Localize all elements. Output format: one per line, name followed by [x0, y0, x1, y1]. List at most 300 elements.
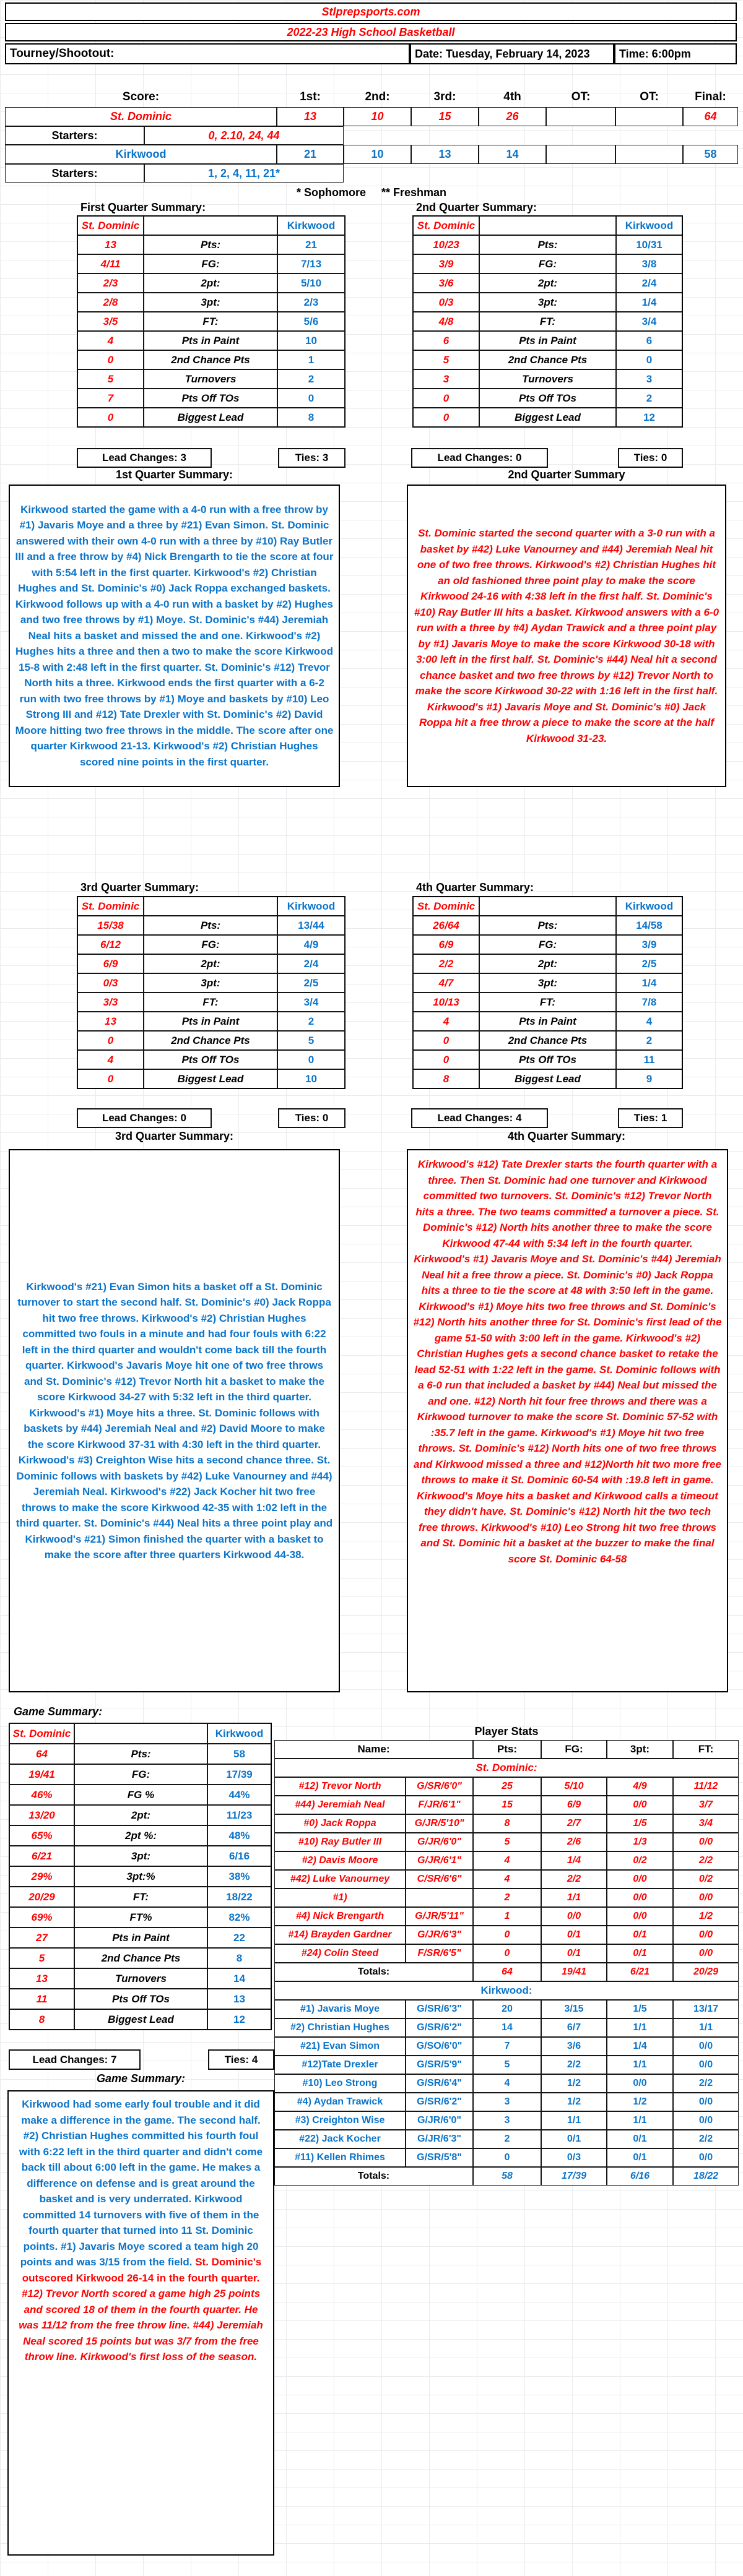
q1-kw-value: 2 [277, 369, 345, 389]
q2-summary-text: St. Dominic started the second quarter with a 3-0 run with a basket by #42) Luke Vanourney and #44) Jeremiah Neal hit one of two free throws. Kirkwood's #2) Christian Hughes hit an old fashioned three point play to make the score Kirkwood 24-16 with 4:38 left in the first half. St. Dominic's #10) Ray Butler III hits a basket. Kirkwood answers with a 6-0 run with a three by #4) Aydan Trawick and a three point play by #1) Javaris Moye to make the score Kirkwood 30-18 with 3:00 left in the first half. St. Dominic's #44) Neal hit a second chance basket and two free throws by #12) Trevor North to make the score Kirkwood 30-22 with 1:16 left in the first half. Kirkwood's #1) Javaris Moye and St. Dominic's #0) Jack Roppa hit a free throw a piece to make the score at the half Kirkwood 31-23. [407, 485, 726, 787]
q1-sd-value: 2/3 [77, 274, 144, 293]
q2-kw-header: Kirkwood [616, 216, 682, 235]
q4-kw-value: 11 [616, 1050, 682, 1069]
score-column-label: 1st: [300, 90, 321, 103]
player-name: #2) Davis Moore [274, 1851, 406, 1870]
q4-stat-label: 3pt: [479, 973, 616, 993]
totals-label: Totals: [274, 1963, 473, 1981]
q2-stat-label: 2nd Chance Pts [479, 350, 616, 369]
q2-stat-label: Biggest Lead [479, 408, 616, 427]
q4-kw-value: 2/5 [616, 954, 682, 973]
player-3pt: 0/1 [607, 1926, 673, 1944]
player-name-column-header: Name: [274, 1740, 473, 1759]
game-summary-text [7, 2090, 274, 2556]
game-kw-value: 82% [207, 1907, 271, 1928]
score-row-kirkwood [5, 145, 738, 164]
q2-stat-label: Pts Off TOs [479, 389, 616, 408]
q4-stat-label: FG: [479, 935, 616, 954]
player-name: #44) Jeremiah Neal [274, 1796, 406, 1814]
player-3pt: 0/0 [607, 2074, 673, 2093]
q3-kw-value: 2 [277, 1012, 345, 1031]
q1-stat-label: Pts: [144, 235, 277, 254]
score-row-st-dominic [5, 107, 738, 126]
player-name: #3) Creighton Wise [274, 2111, 406, 2130]
player-pts: 0 [473, 1926, 541, 1944]
q1-sd-header: St. Dominic [77, 216, 144, 235]
st-dominic-totals-row [274, 1963, 739, 1981]
q3-blank-header [144, 897, 277, 916]
q4-kw-value: 2 [616, 1031, 682, 1050]
st-dominic-starters: 0, 2.10, 24, 44 [144, 126, 344, 145]
player-pts: 2 [473, 1889, 541, 1907]
player-name: #1) Javaris Moye [274, 2000, 406, 2018]
q1-stat-label: Turnovers [144, 369, 277, 389]
q3-stat-label: 3pt: [144, 973, 277, 993]
q3-sd-value: 4 [77, 1050, 144, 1069]
player-3pt: 1/1 [607, 2018, 673, 2037]
sd-total-fg: 19/41 [541, 1963, 607, 1981]
player-3pt: 0/1 [607, 1944, 673, 1963]
player-stats-title: Player Stats [474, 1725, 539, 1738]
q3-sd-value: 0 [77, 1031, 144, 1050]
game-time: Time: 6:00pm [614, 43, 737, 64]
player-fg: 6/7 [541, 2018, 607, 2037]
q1-summary-heading: 1st Quarter Summary: [115, 468, 233, 481]
player-name: #11) Kellen Rhimes [274, 2148, 406, 2167]
q3-kw-value: 2/4 [277, 954, 345, 973]
q1-stat-label: 2pt: [144, 274, 277, 293]
q1-stat-label: Pts Off TOs [144, 389, 277, 408]
q1-sd-value: 3/5 [77, 312, 144, 331]
game-stat-label: 2pt: [74, 1805, 207, 1825]
player-fg: 1/2 [541, 2074, 607, 2093]
player-3pt: 1/1 [607, 2056, 673, 2074]
q1-sd-value: 13 [77, 235, 144, 254]
q2-sd-value: 3/6 [413, 274, 479, 293]
game-sd-value: 64 [9, 1744, 74, 1764]
player-ft: 1/1 [673, 2018, 739, 2037]
player-fg: 2/2 [541, 1870, 607, 1889]
player-3pt: 0/2 [607, 1851, 673, 1870]
q2-stat-label: FG: [479, 254, 616, 274]
q2-stats-table [412, 215, 683, 428]
player-fg: 2/6 [541, 1833, 607, 1851]
game-kw-header: Kirkwood [207, 1723, 271, 1744]
q3-stat-label: Biggest Lead [144, 1069, 277, 1088]
player-position: G/JR/5'11" [406, 1907, 473, 1926]
q1-kw-value: 0 [277, 389, 345, 408]
score-value: 10 [344, 107, 411, 126]
player-3pt: 0/0 [607, 1907, 673, 1926]
st-dominic-section-label: St. Dominic: [274, 1759, 739, 1777]
q3-stat-label: 2pt: [144, 954, 277, 973]
q3-stat-label: Pts: [144, 916, 277, 935]
score-value: 64 [683, 107, 738, 126]
q2-stat-label: FT: [479, 312, 616, 331]
q1-stat-label: Biggest Lead [144, 408, 277, 427]
q4-lead-changes: Lead Changes: 4 [411, 1108, 548, 1128]
game-sd-value: 11 [9, 1989, 74, 2009]
q1-summary-text: Kirkwood started the game with a 4-0 run with a free throw by #1) Javaris Moye and a three by #21) Evan Simon. St. Dominic answered with their own 4-0 run with a three by #10) Ray Butler III and a free throw by #4) Nick Brengarth to tie the score at four with 5:54 left in the first quarter. Kirkwood's #2) Christian Hughes and St. Dominic's #0) Jack Roppa exchanged baskets. Kirkwood follows up with a 4-0 run with a basket by #2) Hughes and two free throws by #1) Moye. St. Dominic's #44) Jeremiah Neal hits a basket and missed the and one. Kirkwood's #2) Hughes hits a three and then a two to make the score Kirkwood 15-8 with 2:48 left in the first quarter. St. Dominic's #12) Trevor North hits a three. Kirkwood ends the first quarter with a 6-2 run with two free throws by #1) Moye and baskets by #10) Leo Strong III and #12) Tate Drexler with St. Dominic's #2) David Moore hitting two free throws in the middle. The score after one quarter Kirkwood 21-13. Kirkwood's #2) Christian Hughes scored nine points in the first quarter. [9, 485, 340, 787]
q4-stat-label: FT: [479, 993, 616, 1012]
player-pts: 4 [473, 1851, 541, 1870]
player-3pt: 1/1 [607, 2111, 673, 2130]
q3-sd-value: 0 [77, 1069, 144, 1088]
player-fg: 0/0 [541, 1907, 607, 1926]
q4-kw-value: 7/8 [616, 993, 682, 1012]
player-name: #1) [274, 1889, 406, 1907]
game-sd-value: 46% [9, 1785, 74, 1805]
player-pts: 8 [473, 1814, 541, 1833]
player-pts: 15 [473, 1796, 541, 1814]
q1-kw-value: 21 [277, 235, 345, 254]
player-ft: 3/4 [673, 1814, 739, 1833]
q3-stat-label: Pts in Paint [144, 1012, 277, 1031]
q1-stat-label: 3pt: [144, 293, 277, 312]
q4-summary-text: Kirkwood's #12) Tate Drexler starts the fourth quarter with a three. Then St. Dominic had one turnover and Kirkwood committed two turnovers. St. Dominic's #12) Trevor North hits a three. The two teams committed a turnover a piece. St. Dominic's #12) North hits another three to make the score Kirkwood 47-44 with 5:34 left in the fourth quarter. Kirkwood's #1) Javaris Moye and St. Dominic's #44) Jeremiah Neal hit a free throw a piece. St. Dominic's #0) Jack Roppa hits a three to tie the score at 48 with 3:50 left in the game. Kirkwood's #1) Moye hits two free throws and St. Dominic's #12) North hits another three for St. Dominic's first lead of the game 51-50 with 3:00 left in the game. Kirkwood's #2) Christian Hughes gets a second chance basket to retake the lead 52-51 with 1:22 left in the game. St. Dominic follows with a 6-0 run that included a basket by #44) Neal but missed the and one. #12) North hit four free throws and there was a Kirkwood turnover to make the score St. Dominic 57-52 with :35.7 left in the game. Kirkwood's #1) Moye hit two free throws. St. Dominic's #12) North hits one of two free throws and Kirkwood missed a three and #12)North hit two more free throws to make it St. Dominic 60-54 with :19.8 left in game. Kirkwood's Moye hits a basket and Kirkwood calls a timeout they didn't have. St. Dominic's #12) North hit the two tech free throws. Kirkwood's #10) Leo Strong hit two free throws and St. Dominic hit a basket at the buzzer to make the final score St. Dominic 64-58 [407, 1149, 728, 1692]
q2-sd-value: 3 [413, 369, 479, 389]
player-3pt-column-header: 3pt: [607, 1740, 673, 1759]
q3-kw-value: 0 [277, 1050, 345, 1069]
q4-kw-value: 3/9 [616, 935, 682, 954]
q1-sd-value: 0 [77, 350, 144, 369]
player-name: #4) Nick Brengarth [274, 1907, 406, 1926]
player-pts: 4 [473, 1870, 541, 1889]
player-position: G/SO/6'0" [406, 2037, 473, 2056]
q1-stats-table [77, 215, 345, 428]
season-title: 2022-23 High School Basketball [5, 23, 737, 41]
q3-kw-header: Kirkwood [277, 897, 345, 916]
q3-stat-label: 2nd Chance Pts [144, 1031, 277, 1050]
q4-stat-label: 2nd Chance Pts [479, 1031, 616, 1050]
game-kw-value: 22 [207, 1928, 271, 1948]
game-kw-value: 18/22 [207, 1887, 271, 1907]
q2-sd-value: 5 [413, 350, 479, 369]
q1-lead-changes: Lead Changes: 3 [77, 448, 212, 468]
q1-kw-value: 2/3 [277, 293, 345, 312]
game-stat-label: 2pt %: [74, 1825, 207, 1846]
player-ft: 13/17 [673, 2000, 739, 2018]
player-name: #4) Aydan Trawick [274, 2093, 406, 2111]
q4-sd-header: St. Dominic [413, 897, 479, 916]
q2-stat-label: 2pt: [479, 274, 616, 293]
game-sd-value: 69% [9, 1907, 74, 1928]
q4-sd-value: 6/9 [413, 935, 479, 954]
q3-stats-table [77, 896, 345, 1089]
q1-sd-value: 4 [77, 331, 144, 350]
player-pts: 3 [473, 2093, 541, 2111]
game-summary-blue-text: Kirkwood had some early foul trouble and it did make a difference in the game. The second half. #2) Christian Hughes committed his fourth foul with 6:22 left in the third quarter and didn't come back till about 6:00 left in the game. He makes a difference on defense and is great around the basket and is very underrated. Kirkwood committed 14 turnovers with five of them in the fourth quarter that turned into 11 St. Dominic points. #1) Javaris Moye scored a team high 20 points and was 3/15 from the field. [19, 2098, 263, 2268]
q4-sd-value: 8 [413, 1069, 479, 1088]
q2-title: 2nd Quarter Summary: [416, 200, 537, 213]
score-column-label: 3rd: [433, 90, 456, 103]
player-pts: 14 [473, 2018, 541, 2037]
game-stat-label: 2nd Chance Pts [74, 1948, 207, 1968]
score-value: 58 [683, 145, 738, 164]
q4-title: 4th Quarter Summary: [416, 881, 534, 894]
player-3pt: 1/3 [607, 1833, 673, 1851]
game-kw-value: 6/16 [207, 1846, 271, 1866]
score-column-label: OT: [640, 90, 659, 103]
game-kw-value: 38% [207, 1866, 271, 1887]
game-stat-label: Biggest Lead [74, 2009, 207, 2030]
q2-kw-value: 2/4 [616, 274, 682, 293]
player-position: G/SR/6'2" [406, 2093, 473, 2111]
player-name: #0) Jack Roppa [274, 1814, 406, 1833]
q1-kw-header: Kirkwood [277, 216, 345, 235]
game-sd-value: 29% [9, 1866, 74, 1887]
score-value [615, 145, 683, 164]
player-3pt: 0/0 [607, 1796, 673, 1814]
q2-lead-changes: Lead Changes: 0 [411, 448, 548, 468]
q4-sd-value: 26/64 [413, 916, 479, 935]
player-ft: 0/0 [673, 2056, 739, 2074]
q3-sd-header: St. Dominic [77, 897, 144, 916]
game-ties: Ties: 4 [208, 2049, 274, 2070]
q3-sd-value: 6/12 [77, 935, 144, 954]
st-dominic-section-header [274, 1759, 739, 1777]
sd-total-3pt: 6/21 [607, 1963, 673, 1981]
player-pts: 0 [473, 1944, 541, 1963]
game-date: Date: Tuesday, February 14, 2023 [410, 43, 614, 64]
starters-label: Starters: [5, 164, 144, 183]
q4-sd-value: 2/2 [413, 954, 479, 973]
q1-ties: Ties: 3 [278, 448, 345, 468]
game-stat-label: 3pt:% [74, 1866, 207, 1887]
player-ft: 0/0 [673, 2037, 739, 2056]
q4-sd-value: 0 [413, 1050, 479, 1069]
game-sd-header: St. Dominic [9, 1723, 74, 1744]
player-3pt: 1/2 [607, 2093, 673, 2111]
q1-blank-header [144, 216, 277, 235]
kirkwood-section-label: Kirkwood: [274, 1981, 739, 2000]
q1-stat-label: Pts in Paint [144, 331, 277, 350]
player-ft: 2/2 [673, 1851, 739, 1870]
player-ft: 0/0 [673, 2148, 739, 2167]
q2-sd-value: 0/3 [413, 293, 479, 312]
player-position: F/SR/6'5" [406, 1944, 473, 1963]
q3-sd-value: 6/9 [77, 954, 144, 973]
score-value: 21 [277, 145, 344, 164]
game-stat-label: FT: [74, 1887, 207, 1907]
q4-kw-value: 1/4 [616, 973, 682, 993]
q4-sd-value: 4/7 [413, 973, 479, 993]
q2-sd-value: 3/9 [413, 254, 479, 274]
q4-sd-value: 4 [413, 1012, 479, 1031]
player-pts: 7 [473, 2037, 541, 2056]
player-ft: 0/0 [673, 1926, 739, 1944]
q1-stat-label: 2nd Chance Pts [144, 350, 277, 369]
player-3pt: 4/9 [607, 1777, 673, 1796]
q1-stat-label: FT: [144, 312, 277, 331]
class-note: * Sophomore ** Freshman [296, 186, 447, 199]
kirkwood-section-header [274, 1981, 739, 2000]
game-summary-red-italic-text: #12) Trevor North scored a game high 25 points and scored 18 of them in the fourth quarter. He was 11/12 from the free throw line. #44) Jeremiah Neal scored 15 points but was 3/7 from the free throw line. Kirkwood's first loss of the season. [19, 2288, 263, 2363]
q4-kw-header: Kirkwood [616, 897, 682, 916]
player-position [406, 1889, 473, 1907]
q2-sd-value: 10/23 [413, 235, 479, 254]
q2-summary-heading: 2nd Quarter Summary [508, 468, 625, 481]
player-fg: 1/4 [541, 1851, 607, 1870]
tourney-label: Tourney/Shootout: [5, 43, 410, 64]
player-pts: 5 [473, 2056, 541, 2074]
game-kw-value: 13 [207, 1989, 271, 2009]
player-position: G/JR/6'0" [406, 1833, 473, 1851]
player-position: G/JR/6'1" [406, 1851, 473, 1870]
q4-kw-value: 9 [616, 1069, 682, 1088]
player-stats-header-row [274, 1740, 739, 1759]
game-stats-table [9, 1723, 272, 2030]
player-name: #2) Christian Hughes [274, 2018, 406, 2037]
player-position: G/JR/6'0" [406, 2111, 473, 2130]
q3-sd-value: 13 [77, 1012, 144, 1031]
game-kw-value: 11/23 [207, 1805, 271, 1825]
site-title: Stlprepsports.com [5, 2, 737, 21]
player-fg: 1/2 [541, 2093, 607, 2111]
player-fg: 3/15 [541, 2000, 607, 2018]
q1-kw-value: 7/13 [277, 254, 345, 274]
player-name: #24) Colin Steed [274, 1944, 406, 1963]
q2-stat-label: Turnovers [479, 369, 616, 389]
q3-stat-label: Pts Off TOs [144, 1050, 277, 1069]
q3-ties: Ties: 0 [278, 1108, 345, 1128]
q1-sd-value: 2/8 [77, 293, 144, 312]
score-value: 15 [411, 107, 479, 126]
kirkwood-starters: 1, 2, 4, 11, 21* [144, 164, 344, 183]
score-value: 14 [479, 145, 546, 164]
q3-kw-value: 4/9 [277, 935, 345, 954]
q2-sd-value: 0 [413, 389, 479, 408]
player-position: G/SR/6'0" [406, 1777, 473, 1796]
kirkwood-player-rows [274, 2000, 739, 2167]
q2-sd-value: 6 [413, 331, 479, 350]
kw-total-pts: 58 [473, 2167, 541, 2186]
q1-sd-value: 7 [77, 389, 144, 408]
player-name: #42) Luke Vanourney [274, 1870, 406, 1889]
q4-stat-label: Pts in Paint [479, 1012, 616, 1031]
score-column-label: 4th [503, 90, 521, 103]
game-sd-value: 27 [9, 1928, 74, 1948]
player-position: G/JR/6'3" [406, 1926, 473, 1944]
game-summary-text-heading: Game Summary: [96, 2072, 186, 2085]
q3-summary-text: Kirkwood's #21) Evan Simon hits a basket off a St. Dominic turnover to start the second half. St. Dominic's #0) Jack Roppa hit two free throws. Kirkwood's #2) Christian Hughes committed two fouls in a minute and had four fouls with 6:22 left in the third quarter and wouldn't come back till the fourth quarter. Kirkwood's Javaris Moye hit one of two free throws and St. Dominic's #12) Trevor North hit a basket to make the score Kirkwood 34-27 with 5:32 left in the third quarter. Kirkwood's #1) Moye hits a three. St. Dominic follows with baskets by #44) Jeremiah Neal and #2) David Moore to make the score Kirkwood 37-31 with 4:30 left in the third quarter. Kirkwood's #3) Creighton Wise hits a second chance three. St. Dominic follows with baskets by #42) Luke Vanourney and #44) Jeremiah Neal. Kirkwood's #22) Jack Kocher hit two free throws to make the score Kirkwood 42-35 with 1:02 left in the third quarter. St. Dominic's #44) Neal hits a three point play and Kirkwood's #21) Simon finished the quarter with a basket to make the score after three quarters Kirkwood 44-38. [9, 1149, 340, 1692]
q3-kw-value: 3/4 [277, 993, 345, 1012]
player-fg-column-header: FG: [541, 1740, 607, 1759]
player-ft: 0/0 [673, 1944, 739, 1963]
player-3pt: 0/0 [607, 1870, 673, 1889]
game-sd-value: 19/41 [9, 1764, 74, 1785]
starters-label: Starters: [5, 126, 144, 145]
player-fg: 1/1 [541, 1889, 607, 1907]
q2-sd-header: St. Dominic [413, 216, 479, 235]
player-pts: 3 [473, 2111, 541, 2130]
q4-stat-label: 2pt: [479, 954, 616, 973]
player-pts-column-header: Pts: [473, 1740, 541, 1759]
player-ft: 0/0 [673, 2093, 739, 2111]
q2-kw-value: 2 [616, 389, 682, 408]
q2-kw-value: 3 [616, 369, 682, 389]
game-stat-label: Pts in Paint [74, 1928, 207, 1948]
q4-stat-label: Pts Off TOs [479, 1050, 616, 1069]
player-name: #12)Tate Drexler [274, 2056, 406, 2074]
q2-stat-label: Pts: [479, 235, 616, 254]
totals-label: Totals: [274, 2167, 473, 2186]
player-fg: 6/9 [541, 1796, 607, 1814]
player-position: G/SR/5'8" [406, 2148, 473, 2167]
q2-kw-value: 3/4 [616, 312, 682, 331]
score-value [546, 145, 615, 164]
q3-summary-heading: 3rd Quarter Summary: [115, 1129, 234, 1142]
game-sd-value: 8 [9, 2009, 74, 2030]
player-fg: 2/7 [541, 1814, 607, 1833]
q4-summary-heading: 4th Quarter Summary: [507, 1129, 626, 1142]
sd-total-pts: 64 [473, 1963, 541, 1981]
game-kw-value: 12 [207, 2009, 271, 2030]
q3-title: 3rd Quarter Summary: [80, 881, 199, 894]
game-sd-value: 13/20 [9, 1805, 74, 1825]
q1-kw-value: 5/10 [277, 274, 345, 293]
score-column-label: OT: [571, 90, 591, 103]
q3-sd-value: 0/3 [77, 973, 144, 993]
q2-stat-label: 3pt: [479, 293, 616, 312]
sd-total-ft: 20/29 [673, 1963, 739, 1981]
team-name-kirkwood: Kirkwood [5, 145, 277, 164]
q1-kw-value: 10 [277, 331, 345, 350]
q3-sd-value: 3/3 [77, 993, 144, 1012]
game-sd-value: 6/21 [9, 1846, 74, 1866]
game-stat-label: Pts Off TOs [74, 1989, 207, 2009]
kirkwood-totals-row [274, 2167, 739, 2186]
q2-stat-label: Pts in Paint [479, 331, 616, 350]
game-kw-value: 14 [207, 1968, 271, 1989]
game-stat-label: FG: [74, 1764, 207, 1785]
q3-stat-label: FT: [144, 993, 277, 1012]
player-3pt: 1/4 [607, 2037, 673, 2056]
game-stat-label: FT% [74, 1907, 207, 1928]
player-name: #14) Brayden Gardner [274, 1926, 406, 1944]
player-fg: 0/1 [541, 1944, 607, 1963]
player-name: #10) Ray Butler III [274, 1833, 406, 1851]
q4-blank-header [479, 897, 616, 916]
q1-stat-label: FG: [144, 254, 277, 274]
score-column-label: Final: [695, 90, 726, 103]
score-value [546, 107, 615, 126]
player-pts: 25 [473, 1777, 541, 1796]
player-ft: 11/12 [673, 1777, 739, 1796]
q4-kw-value: 14/58 [616, 916, 682, 935]
starters-row-st-dominic [5, 126, 344, 145]
q3-kw-value: 5 [277, 1031, 345, 1050]
q1-sd-value: 5 [77, 369, 144, 389]
score-value: 26 [479, 107, 546, 126]
q1-kw-value: 5/6 [277, 312, 345, 331]
game-kw-value: 44% [207, 1785, 271, 1805]
q2-kw-value: 12 [616, 408, 682, 427]
player-position: G/JR/6'3" [406, 2130, 473, 2148]
player-ft: 1/2 [673, 1907, 739, 1926]
q1-sd-value: 4/11 [77, 254, 144, 274]
player-ft-column-header: FT: [673, 1740, 739, 1759]
score-column-label: 2nd: [365, 90, 390, 103]
score-value [615, 107, 683, 126]
score-value: 10 [344, 145, 411, 164]
game-summary-red-text: St. Dominic's outscored Kirkwood 26-14 in the fourth quarter. [22, 2256, 262, 2284]
q2-kw-value: 6 [616, 331, 682, 350]
player-ft: 3/7 [673, 1796, 739, 1814]
q4-stats-table [412, 896, 683, 1089]
q2-blank-header [479, 216, 616, 235]
player-position: G/SR/6'2" [406, 2018, 473, 2037]
